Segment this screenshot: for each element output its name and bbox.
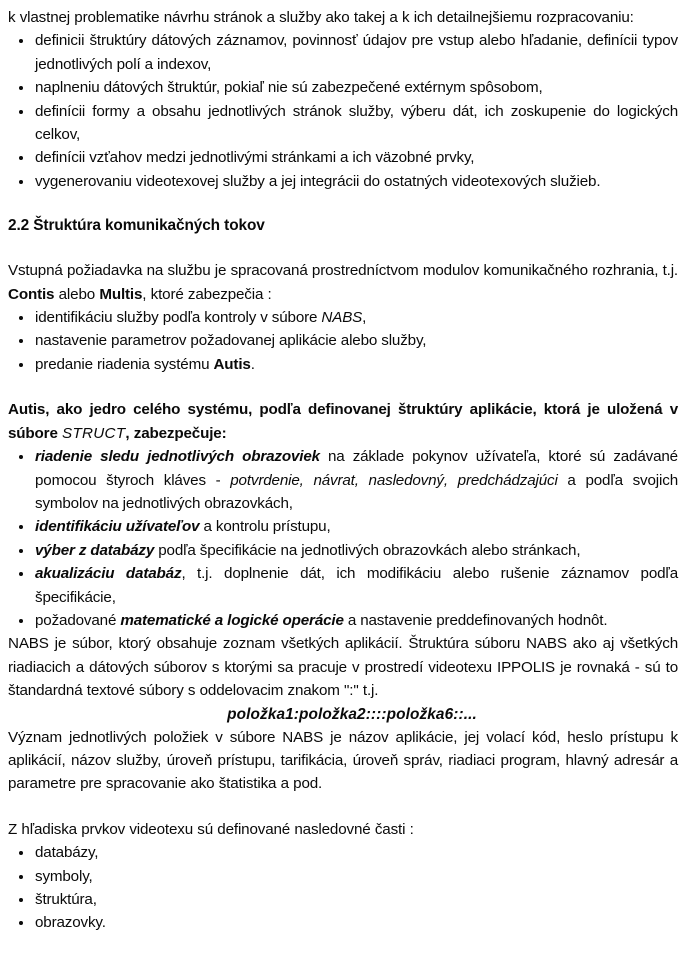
list-item	[8, 515, 678, 538]
file-name-struct: STRUCT	[62, 424, 126, 442]
list-item: symboly,	[8, 865, 678, 888]
paragraph-autis	[8, 398, 678, 445]
key-names: potvrdenie, návrat, nasledovný, predchádzajúci	[230, 471, 558, 489]
list-item: štruktúra,	[8, 888, 678, 911]
text-run: .	[250, 355, 255, 373]
contis-bullet-list	[8, 306, 678, 376]
autis-bullet-list	[8, 445, 678, 632]
emphasis-lead: akualizáciu databáz	[35, 565, 182, 583]
text-run: a kontrolu prístupu,	[199, 518, 331, 536]
file-name-nabs: NABS	[321, 309, 363, 327]
text-run: , ktoré zabezpečia :	[142, 285, 272, 303]
text-run: predanie riadenia systému	[35, 355, 214, 373]
list-item: definícii vzťahov medzi jednotlivými stránkami a ich väzobné prvky,	[8, 146, 678, 169]
text-run: a nastavenie preddefinovaných hodnôt.	[343, 611, 608, 629]
text-run: a podľa svojich symbolov na jednotlivých obrazovkách,	[35, 471, 678, 512]
emphasis-operacie: matematické a logické operácie	[120, 611, 344, 629]
spacer	[8, 193, 678, 215]
section-heading: 2.2 Štruktúra komunikačných tokov	[8, 217, 265, 235]
text-run: alebo	[54, 285, 100, 303]
list-item	[8, 562, 678, 609]
emphasis-autis: Autis	[213, 355, 251, 373]
list-item: databázy,	[8, 841, 678, 864]
lead-paragraph: k vlastnej problematike návrhu stránok a služby ako takej a k ich detailnejšiemu rozpracovaniu:	[8, 9, 634, 26]
text-run: na základe pokynov užívateľa, ktoré sú zadávané pomocou štyroch kláves -	[35, 448, 678, 489]
list-item	[8, 306, 678, 329]
list-item	[8, 445, 678, 515]
list-item	[8, 353, 678, 376]
text-run: Vstupná požiadavka na službu je spracovaná prostredníctvom modulov komunikačného rozhrania, t.j.	[8, 262, 678, 280]
list-item: nastavenie parametrov požadovanej aplikácie alebo služby,	[8, 329, 678, 352]
list-item: vygenerovaniu videotexovej služby a jej integrácii do ostatných videotexových služieb.	[8, 170, 678, 193]
spacer	[8, 796, 678, 818]
text-column	[8, 6, 678, 935]
paragraph-vyznam: Význam jednotlivých položiek v súbore NABS je názov aplikácie, jej volací kód, heslo prístupu k aplikácií, názov služby, úroveň prístupu, tarifikácia, úroveň správ, riadiaci program, hlavný adresár a parametre pre spracovanie ako štatistika a pod.	[8, 728, 678, 793]
spacer	[8, 237, 678, 259]
paragraph-vstupna-poziadavka	[8, 259, 678, 306]
list-item	[8, 539, 678, 562]
emphasis-autis: Autis	[8, 401, 46, 419]
prvky-bullet-list	[8, 841, 678, 935]
text-run: , t.j. doplnenie dát, ich modifikáciu alebo rušenie záznamov podľa špecifikácie,	[35, 565, 678, 606]
spacer	[8, 376, 678, 398]
paragraph-nabs: NABS je súbor, ktorý obsahuje zoznam všetkých aplikácií. Štruktúra súboru NABS ako aj všetkých riadiacich a dátových súborov s ktorými sa pracuje v prostredí videotexu IPPOLIS je rovnaká - sú to štandardná textové súbory s oddelovacim znakom ":" t.j.	[8, 635, 678, 700]
list-item: definícii formy a obsahu jednotlivých stránok služby, výberu dát, ich zoskupenie do logických celkov,	[8, 100, 678, 147]
text-run: podľa špecifikácie na jednotlivých obrazovkách alebo stránkach,	[154, 541, 581, 559]
text-run: ,	[125, 424, 134, 442]
list-item: obrazovky.	[8, 911, 678, 934]
emphasis-zabezpecuje: zabezpečuje:	[133, 424, 227, 442]
text-run: ,	[362, 309, 367, 327]
list-item	[8, 609, 678, 632]
emphasis-lead: výber z databázy	[35, 541, 155, 559]
list-item: definicii štruktúry dátových záznamov, povinnosť údajov pre vstup alebo hľadanie, definícii typov jednotlivých polí a indexov,	[8, 29, 678, 76]
text-run: požadované	[35, 611, 121, 629]
emphasis-multis: Multis	[99, 285, 143, 303]
text-run: , ako jedro celého systému, podľa definovanej štruktúry aplikácie, ktorá je uložená v súbore	[8, 401, 678, 442]
intro-bullet-list	[8, 29, 678, 193]
formula-line: položka1:položka2::::položka6::...	[227, 705, 477, 723]
paragraph-hladiska: Z hľadiska prvkov videotexu sú definované nasledovné časti :	[8, 820, 414, 838]
text-run: identifikáciu služby podľa kontroly v súbore	[35, 309, 322, 327]
emphasis-contis: Contis	[8, 285, 55, 303]
emphasis-lead: identifikáciu užívateľov	[35, 518, 200, 536]
list-item: naplneniu dátových štruktúr, pokiaľ nie sú zabezpečené extérnym spôsobom,	[8, 76, 678, 99]
emphasis-lead: riadenie sledu jednotlivých obrazoviek	[35, 448, 320, 466]
